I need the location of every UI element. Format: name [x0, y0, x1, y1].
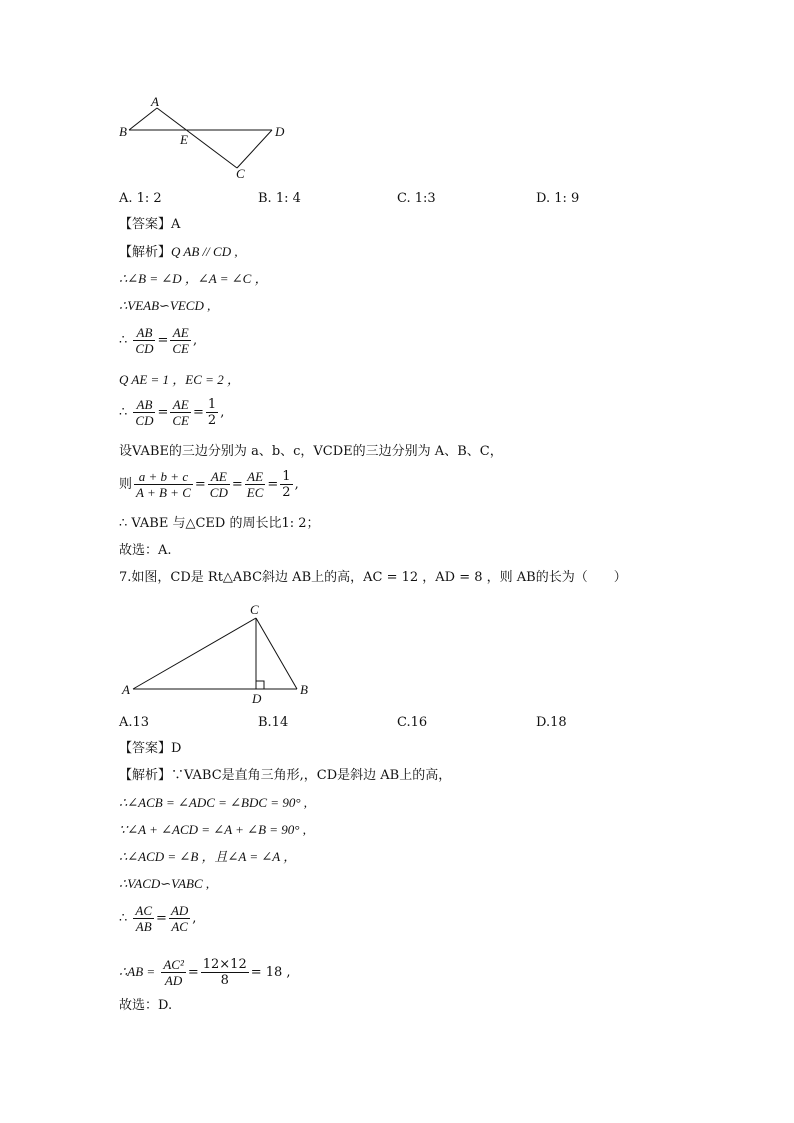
q7-l3: ∵∠A + ∠ACD = ∠A + ∠B = 90° , — [119, 822, 306, 837]
segment-ac — [133, 618, 256, 689]
label-c: C — [236, 166, 245, 181]
fraction: $\frac{AE}{EC}$ — [246, 469, 264, 500]
segment-cb — [256, 618, 297, 689]
q6-l9: ∴ VABE 与△CED 的周长比1: 2； — [119, 516, 320, 531]
q6-l8: 则 $\frac{a + b + c}{A + B + C}$ = $\frac{AE}{CD}$ = $\frac{AE}{EC}$ = $\frac{1}{2}$ , — [119, 469, 299, 500]
q7-l4: ∴∠ACD = ∠B ，且∠A = ∠A ， — [119, 849, 297, 864]
fraction: $\frac{AE}{CD}$ — [209, 469, 228, 500]
q7-option-d: D.18 — [536, 715, 567, 730]
fraction: $\frac{AD}{AC}$ — [170, 903, 189, 934]
label-e: E — [180, 132, 188, 147]
q6-option-b: B. 1: 4 — [258, 191, 301, 206]
q7-l5: ∴VACD∽VABC , — [119, 876, 210, 891]
label-b2: B — [300, 682, 308, 697]
fraction: $\frac{AB}{CD}$ — [135, 397, 154, 428]
q6-l2: ∴∠B = ∠D ，∠A = ∠C ， — [119, 271, 268, 286]
label-a: A — [151, 94, 159, 109]
fraction: $\frac{AB}{CD}$ — [135, 325, 154, 356]
label-b: B — [119, 124, 127, 139]
q6-l3: ∴VEAB∽VECD , — [119, 298, 211, 313]
q7-analysis-line1 — [119, 767, 451, 785]
q6-answer: 【答案】A — [119, 217, 181, 232]
q7-l8: 故选：D. — [119, 998, 173, 1013]
label-d: D — [275, 124, 285, 139]
fraction: $\frac{AC}{AB}$ — [135, 903, 153, 934]
fraction: $\frac{a + b + c}{A + B + C}$ — [136, 469, 191, 500]
q6-l5: Q AE = 1 ，EC = 2 ， — [119, 372, 240, 387]
q6-analysis-label: 【解析】 — [119, 245, 172, 260]
q7-option-c: C.16 — [397, 715, 428, 730]
label-d2: D — [252, 691, 262, 706]
fraction: $\frac{1}{2}$ — [282, 469, 291, 500]
q6-l6: ∴ $\frac{AB}{CD}$ = $\frac{AE}{CE}$ = $\frac{1}{2}$ , — [119, 397, 225, 428]
label-c2: C — [250, 602, 259, 617]
q6-l10: 故选：A. — [119, 543, 172, 558]
fraction: $\frac{\text{AC²}}{AD}$ — [163, 957, 184, 988]
therefore-symbol: ∴ — [119, 333, 128, 348]
q6-l7: 设VABE的三边分别为 a、b、c，VCDE的三边分别为 A、B、C， — [119, 444, 503, 459]
q6-l1: Q AB // CD , — [171, 244, 238, 259]
q6-l4: ∴ $\frac{AB}{CD}$ = $\frac{AE}{CE}$ , — [119, 325, 198, 356]
q7-l1: ∵VABC是直角三角形,，CD是斜边 AB上的高， — [171, 768, 452, 783]
q7-l6: ∴ $\frac{AC}{AB}$ = $\frac{AD}{AC}$ , — [119, 903, 197, 934]
q7-option-a: A.13 — [119, 715, 150, 730]
fraction: $\frac{AE}{CE}$ — [172, 325, 190, 356]
q6-option-d: D. 1: 9 — [536, 191, 580, 206]
q6-option-a: A. 1: 2 — [119, 191, 162, 206]
q7-l2: ∴∠ACB = ∠ADC = ∠BDC = 90° , — [119, 795, 308, 810]
right-angle-mark — [256, 681, 264, 689]
fraction: $\frac{AE}{CE}$ — [172, 397, 190, 428]
fraction: $\frac{1}{2}$ — [207, 397, 217, 428]
q6-option-c: C. 1:3 — [397, 191, 436, 206]
fraction: $\frac{12\times 12}{8}$ — [202, 957, 247, 988]
q7-analysis-label: 【解析】 — [119, 768, 172, 783]
label-a2: A — [122, 682, 130, 697]
q7-question: 7.如图，CD是 Rt△ABC斜边 AB上的高，AC = 12 ，AD = 8 ，则 AB的长为（ ） — [119, 570, 627, 585]
q7-option-b: B.14 — [258, 715, 289, 730]
q7-answer: 【答案】D — [119, 741, 182, 756]
q7-l7: ∴AB = $\frac{\text{AC²}}{AD}$ = $\frac{12\times 12}{8}$ = 18 , — [119, 957, 291, 988]
